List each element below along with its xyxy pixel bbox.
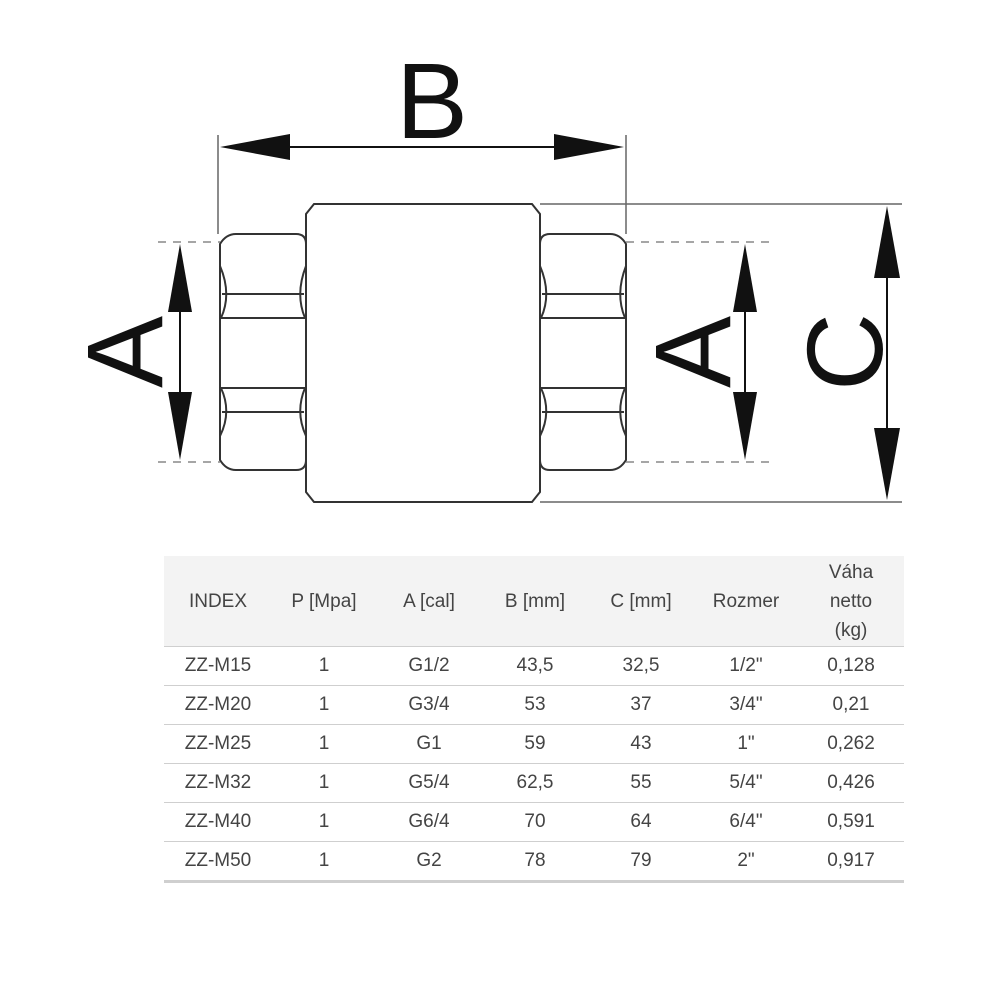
cell-a: G1/2	[376, 647, 482, 686]
right-hex-nut	[540, 234, 626, 470]
dimension-label-a-left: A	[64, 315, 185, 389]
cell-pressure: 1	[272, 803, 376, 842]
table-row	[164, 842, 904, 882]
header-size: Rozmer	[694, 556, 798, 647]
cell-c: 55	[588, 764, 694, 803]
table-row	[164, 686, 904, 725]
dimension-label-b: B	[395, 40, 469, 161]
cell-size: 5/4"	[694, 764, 798, 803]
cell-index: ZZ-M15	[164, 647, 272, 686]
cell-a: G5/4	[376, 764, 482, 803]
dimension-label-c: C	[784, 313, 905, 391]
cell-weight: 0,262	[798, 725, 904, 764]
cell-size: 6/4"	[694, 803, 798, 842]
cell-size: 1"	[694, 725, 798, 764]
header-weight: Váha netto (kg)	[798, 556, 904, 647]
cell-pressure: 1	[272, 842, 376, 882]
cell-b: 59	[482, 725, 588, 764]
cell-a: G6/4	[376, 803, 482, 842]
left-hex-facet-lines	[222, 294, 304, 412]
cell-b: 78	[482, 842, 588, 882]
table-row	[164, 764, 904, 803]
table-row	[164, 803, 904, 842]
cell-size: 1/2"	[694, 647, 798, 686]
table-row	[164, 647, 904, 686]
cell-a: G1	[376, 725, 482, 764]
cell-weight: 0,917	[798, 842, 904, 882]
cell-c: 64	[588, 803, 694, 842]
cell-b: 53	[482, 686, 588, 725]
right-hex-facet-top	[540, 266, 626, 318]
specification-table	[164, 556, 904, 883]
cell-index: ZZ-M40	[164, 803, 272, 842]
cell-pressure: 1	[272, 647, 376, 686]
fitting-outline	[220, 204, 626, 502]
cell-c: 32,5	[588, 647, 694, 686]
cell-index: ZZ-M25	[164, 725, 272, 764]
cell-weight: 0,426	[798, 764, 904, 803]
cell-c: 37	[588, 686, 694, 725]
right-hex-facet-lines	[542, 294, 624, 412]
cell-pressure: 1	[272, 764, 376, 803]
cell-index: ZZ-M50	[164, 842, 272, 882]
header-a: A [cal]	[376, 556, 482, 647]
header-c: C [mm]	[588, 556, 694, 647]
cell-pressure: 1	[272, 686, 376, 725]
cell-c: 79	[588, 842, 694, 882]
left-hex-nut	[220, 234, 306, 470]
cell-weight: 0,21	[798, 686, 904, 725]
cell-weight: 0,128	[798, 647, 904, 686]
cell-b: 43,5	[482, 647, 588, 686]
central-body	[306, 204, 540, 502]
cell-size: 3/4"	[694, 686, 798, 725]
cell-c: 43	[588, 725, 694, 764]
left-hex-facet-top	[220, 266, 306, 318]
cell-b: 70	[482, 803, 588, 842]
header-b: B [mm]	[482, 556, 588, 647]
header-pressure: P [Mpa]	[272, 556, 376, 647]
header-index: INDEX	[164, 556, 272, 647]
cell-a: G2	[376, 842, 482, 882]
dimension-label-a-right: A	[632, 315, 753, 389]
cell-index: ZZ-M32	[164, 764, 272, 803]
table-header-row	[164, 556, 904, 647]
cell-size: 2"	[694, 842, 798, 882]
cell-pressure: 1	[272, 725, 376, 764]
cell-weight: 0,591	[798, 803, 904, 842]
cell-b: 62,5	[482, 764, 588, 803]
table-row	[164, 725, 904, 764]
cell-a: G3/4	[376, 686, 482, 725]
cell-index: ZZ-M20	[164, 686, 272, 725]
